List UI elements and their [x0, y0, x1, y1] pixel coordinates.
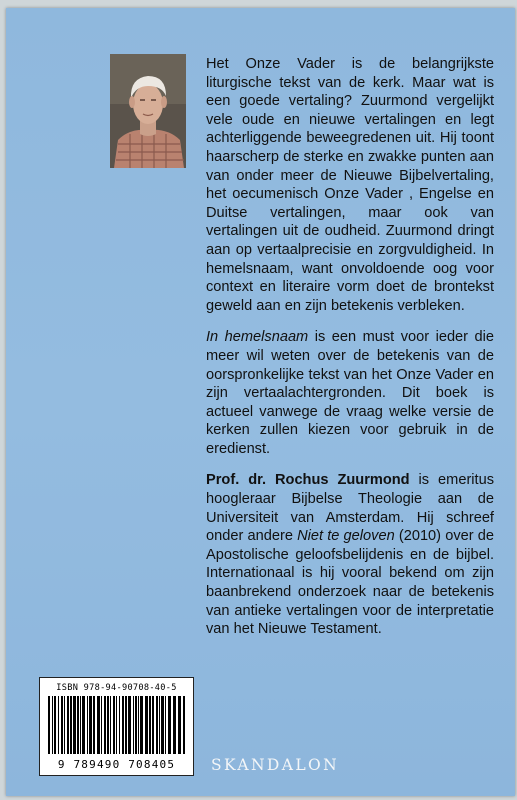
author-bio-text-b: (2010) over de Apostolische geloofsbelijdenis en de bijbel. Internationaal is hij vooral bekend om zijn baanbrekend onderzoek naar de betekenis van antieke vertalingen voor de interpretatie van het Nieuwe Testament.: [206, 528, 494, 638]
barcode-bar: [89, 696, 92, 754]
author-photo: [110, 54, 186, 168]
other-book-title: Niet te geloven: [297, 528, 395, 545]
barcode-bar: [165, 696, 166, 754]
barcode-bar: [183, 696, 185, 754]
blurb-paragraph-1: Het Onze Vader is de belangrijkste liturgische tekst van de kerk. Maar wat is een goede vertaling? Zuurmond vergelijkt vele oude en nieuwe vertalingen en legt achterliggende beweegredenen uit. Hij toont haarscherp de sterke en zwakke punten aan van onder meer de Nieuwe Bijbelvertaling, het oecumenisch Onze Vader , Engelse en Duitse vertalingen, maar ook van vertalingen uit de oudheid. Zuurmond dringt aan op vertaalprecisie en zorgvuldigheid. In hemelsnaam, want onvoldoende oog voor context en literaire vorm doet de brontekst geweld aan en zijn betekenis verbleken.: [206, 56, 494, 314]
blurb-paragraph-2: [206, 328, 494, 458]
barcode-bar: [82, 696, 85, 754]
barcode-bar: [52, 696, 53, 754]
author-name: Prof. dr. Rochus Zuurmond: [206, 472, 410, 489]
barcode-bar: [104, 696, 106, 754]
book-title-italic: In hemelsnaam: [206, 329, 309, 346]
book-back-cover: [6, 8, 515, 796]
barcode-bar: [128, 696, 131, 754]
barcode-bar: [107, 696, 109, 754]
barcode-bar: [138, 696, 139, 754]
barcode-bar: [135, 696, 137, 754]
barcode-bar: [73, 696, 76, 754]
author-portrait-image: [110, 54, 186, 168]
barcode-bar: [159, 696, 160, 754]
barcode-bar: [64, 696, 65, 754]
blurb-paragraph-2-text: is een must voor ieder die meer wil weten over de betekenis van de oorspronkelijke tekst van het Onze Vader en zijn vertaalachtergronden. Dit boek is actueel vanwege de vraag welke versie de kerken zullen kiezen voor gebruik in de eredienst.: [206, 329, 494, 457]
barcode-bar: [61, 696, 63, 754]
publisher-name: SKANDALON: [211, 756, 340, 774]
barcode-bar: [77, 696, 79, 754]
barcode-panel: [39, 677, 194, 776]
barcode-bar: [93, 696, 95, 754]
barcode-bar: [156, 696, 158, 754]
barcode-bar: [58, 696, 59, 754]
barcode-bar: [116, 696, 117, 754]
barcode-bar: [173, 696, 176, 754]
barcode-bar: [80, 696, 81, 754]
barcode-bar: [149, 696, 151, 754]
barcode-bar: [113, 696, 115, 754]
barcode-bar: [161, 696, 164, 754]
barcode-bar: [152, 696, 154, 754]
barcode-bar: [168, 696, 171, 754]
barcode-bar: [122, 696, 124, 754]
barcode-bar: [133, 696, 134, 754]
barcode-bar: [87, 696, 88, 754]
barcode-bars: [46, 696, 187, 754]
barcode-bar: [119, 696, 120, 754]
barcode-bar: [48, 696, 50, 754]
barcode-bar: [54, 696, 56, 754]
publisher-logo: [211, 756, 371, 774]
isbn-digits: 9 789490 708405: [57, 758, 176, 771]
barcode-bar: [67, 696, 69, 754]
author-bio-text-a: is emeritus hoogleraar Bijbelse Theologie aan de Universiteit van Amsterdam. Hij schreef onder andere: [206, 472, 495, 545]
blurb-text: [206, 55, 494, 652]
barcode-bar: [70, 696, 72, 754]
barcode-bar: [145, 696, 148, 754]
barcode-bar: [97, 696, 100, 754]
barcode-bar: [178, 696, 181, 754]
author-bio: [206, 471, 494, 638]
barcode-bar: [110, 696, 111, 754]
barcode-bar: [140, 696, 143, 754]
isbn-label: ISBN 978-94-90708-40-5: [56, 683, 177, 693]
barcode-bar: [125, 696, 127, 754]
barcode-bar: [101, 696, 102, 754]
